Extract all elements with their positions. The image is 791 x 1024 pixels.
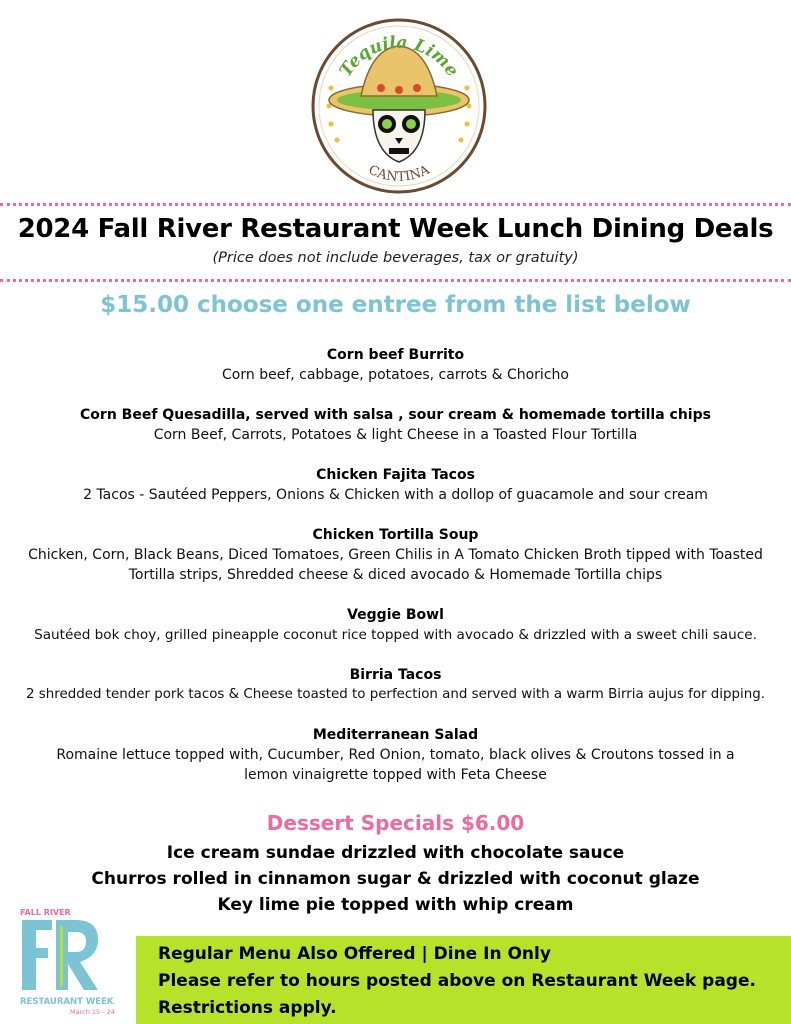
middle-dotted-divider [0,279,791,282]
svg-text:Tequila Lime: Tequila Lime [335,32,463,81]
menu-item-name: Chicken Tortilla Soup [312,527,479,543]
fall-river-restaurant-week-logo [14,906,120,1018]
tequila-lime-cantina-logo [311,18,487,194]
svg-text:FALL RIVER: FALL RIVER [20,908,71,917]
menu-item-description: Romaine lettuce topped with, Cucumber, Red Onion, tomato, black olives & Croutons tossed in a lemon vinaigrette topped with Feta Cheese [56,747,735,783]
dessert-item: Ice cream sundae drizzled with chocolate sauce [166,843,625,863]
menu-item-name: Corn beef Burrito [326,347,465,363]
menu-item-description: Sautéed bok choy, grilled pineapple coconut rice topped with avocado & drizzled with a sweet chili sauce. [34,627,757,643]
menu-item-name: Veggie Bowl [347,607,444,623]
entree-list [0,345,791,805]
svg-text:March 15 - 24: March 15 - 24 [70,1008,115,1016]
banner-line-1: Regular Menu Also Offered | Dine In Only [158,944,551,964]
menu-item [0,465,791,505]
menu-item-name: Birria Tacos [349,667,442,683]
menu-item-description: Corn Beef, Carrots, Potatoes & light Cheese in a Toasted Flour Tortilla [153,427,638,443]
banner-line-3: Restrictions apply. [158,998,337,1018]
page-subtitle: (Price does not include beverages, tax or gratuity) [212,250,579,266]
top-dotted-divider [0,203,791,206]
menu-item [0,665,791,705]
menu-item [0,405,791,445]
dessert-item: Churros rolled in cinnamon sugar & drizzled with coconut glaze [91,869,700,889]
entree-price-heading: $15.00 choose one entree from the list below [100,292,691,318]
info-banner [136,936,791,1024]
menu-item-name: Mediterranean Salad [312,727,479,743]
menu-item-name: Chicken Fajita Tacos [316,467,475,483]
menu-item-description: Chicken, Corn, Black Beans, Diced Tomatoes, Green Chilis in A Tomato Chicken Broth tipped with Toasted Tortilla strips, Shredded cheese & diced avocado & Homemade Tortilla chips [28,547,763,583]
menu-item [0,605,791,645]
dessert-heading: Dessert Specials $6.00 [266,811,525,835]
dessert-item: Key lime pie topped with whip cream [217,895,574,915]
menu-item-description: Corn beef, cabbage, potatoes, carrots & Choricho [222,367,569,383]
svg-text:CANTINA: CANTINA [365,162,433,185]
svg-text:RESTAURANT WEEK: RESTAURANT WEEK [20,997,114,1007]
menu-item-description: 2 shredded tender pork tacos & Cheese toasted to perfection and served with a warm Birria aujus for dipping. [26,687,765,702]
page-title: 2024 Fall River Restaurant Week Lunch Dining Deals [17,214,774,244]
banner-line-2: Please refer to hours posted above on Restaurant Week page. [158,971,756,991]
menu-item-name: Corn Beef Quesadilla, served with salsa , sour cream & homemade tortilla chips [80,407,711,423]
menu-item-description: 2 Tacos - Sautéed Peppers, Onions & Chicken with a dollop of guacamole and sour cream [83,487,708,503]
menu-item [0,345,791,385]
menu-item [0,725,791,785]
menu-item [0,525,791,585]
